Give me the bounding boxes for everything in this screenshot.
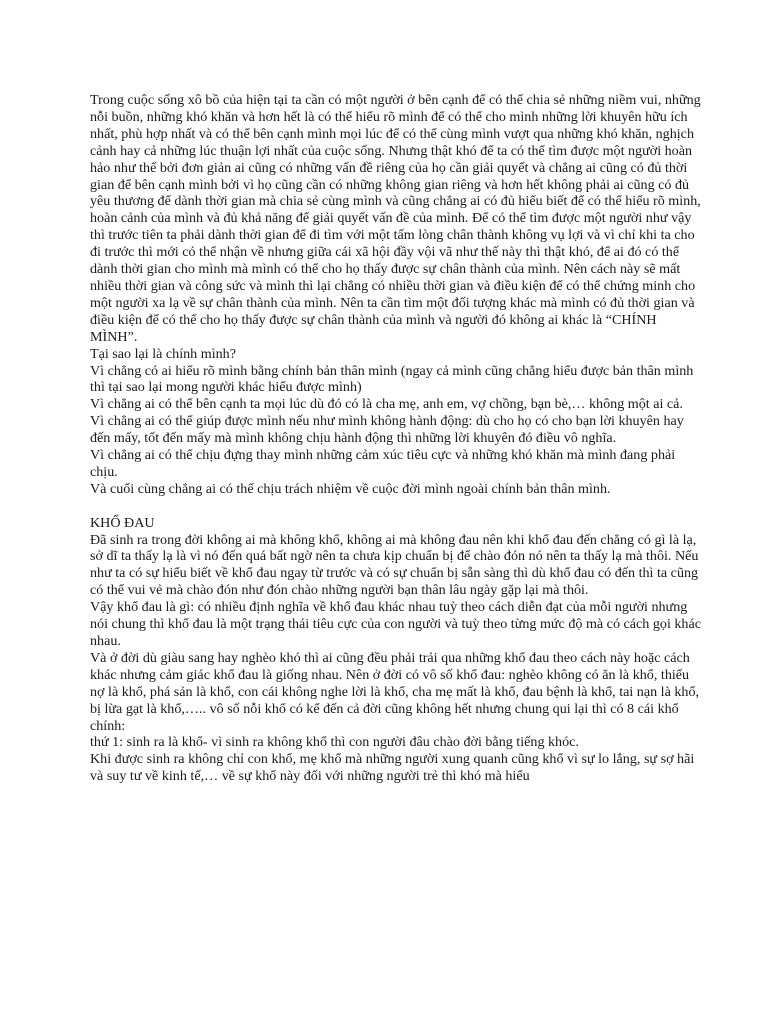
section-heading: KHỔ ĐAU (90, 514, 155, 531)
paragraph-suffering-definition: Vậy khổ đau là gì: có nhiều định nghĩa về khổ đau khác nhau tuỳ theo cách diễn đạt của mỗi người nhưng nói chung thì khổ đau là một trạng thái tiêu cực của con người và tuỳ theo từng mức độ mà có cách gọi khác nhau. (90, 599, 701, 649)
paragraph-suffering-intro: Đã sinh ra trong đời không ai mà không khổ, không ai mà không đau nên khi khổ đau đến chẳng có gì là lạ, sở dĩ ta thấy lạ là vì nó đến quá bất ngờ nên ta chưa kịp chuẩn bị để chào đón nó nên ta thấy lạ mà thôi. Nếu như ta có sự hiểu biết về khổ đau ngay từ trước và có sự chuẩn bị sẵn sàng thì dù khổ đau có đến thì ta cũng có thể vui vẻ mà chào đón như đón chào những người bạn thân lâu ngày gặp lại mà thôi. (90, 531, 699, 599)
paragraph-reason-5: Và cuối cùng chẳng ai có thể chịu trách nhiệm về cuộc đời mình ngoài chính bản thân mình. (90, 480, 611, 497)
paragraph-intro: Trong cuộc sống xô bồ của hiện tại ta cần có một người ở bên cạnh để có thể chia sẻ những niềm vui, những nỗi buồn, những khó khăn và hơn hết là có thể hiểu rõ mình để có thể cho mình những lời khuyên hữu ích nhất, phù hợp nhất và có thể bên cạnh mình mọi lúc để có thể cùng mình vượt qua những khó khăn, nghịch cảnh hay cả những lúc thuận lợi nhất của cuộc sống. Nhưng thật khó để ta có thể tìm được một người hoàn hảo như thế bởi đơn giản ai cũng có những vấn đề riêng của họ cần giải quyết và chẳng ai cũng có đủ thời gian để bên cạnh mình bởi vì họ cũng cần có những không gian riêng và hơn hết không phải ai cũng có đủ yêu thương để dành thời gian mà chia sẻ cùng mình và cũng chẳng ai có đủ hiểu biết để có thể hiểu rõ mình, hoàn cảnh của mình và đủ khả năng để giải quyết vấn đề của mình. Để có thể tìm được một người như vậy thì trước tiên ta phải dành thời gian để đi tìm với một tấm lòng chân thành không vụ lợi và vì chỉ khi ta cho đi trước thì mới có thể nhận về nhưng giữa cái xã hội đầy vội vã như thế này thì thật khó, để ai đó có thể dành thời gian cho mình mà mình có thể cho họ thấy được sự chân thành của mình. Nên cách này sẽ mất nhiều thời gian và công sức và mình thì lại chẳng có nhiều thời gian và điều kiện để có thể chứng minh cho một người xa lạ về sự chân thành của mình. Nên ta cần tìm một đối tượng khác mà mình có đủ thời gian và điều kiện để có thể cho họ thấy được sự chân thành của mình và người đó không ai khác là “CHÍNH MÌNH”. (90, 92, 701, 345)
paragraph-suffering-kinds: Và ở đời dù giàu sang hay nghèo khó thì ai cũng đều phải trải qua những khổ đau theo cách này hoặc cách khác nhưng cảm giác khổ đau là giống nhau. Nên ở đời có vô số khổ đau: nghèo không có ăn là khổ, thiếu nợ là khổ, phá sản là khổ, con cái không nghe lời là khổ, cha mẹ mất là khổ, đau bệnh là khổ, tai nạn là khổ, bị lừa gạt là khổ,….. vô số nỗi khổ có kể đến cả đời cũng không hết nhưng chung qui lại thì có 8 cái khổ chính: (90, 649, 700, 734)
paragraph-birth-suffering: Khi được sinh ra không chỉ con khổ, mẹ khổ mà những người xung quanh cũng khổ vì sự lo lắng, sự sợ hãi và suy tư về kinh tế,… về sự khổ này đối với những người trẻ thì khó mà hiểu (90, 751, 695, 785)
paragraph-reason-2: Vì chẳng ai có thể bên cạnh ta mọi lúc dù đó có là cha mẹ, anh em, vợ chồng, bạn bè,… không một ai cả. (90, 396, 683, 413)
paragraph-reason-3: Vì chẳng ai có thể giúp được mình nếu như mình không hành động: dù cho họ có cho bạn lời khuyên hay đến mấy, tốt đến mấy mà mình không chịu hành động thì những lời khuyên đó điều vô nghĩa. (90, 413, 684, 447)
paragraph-first-suffering: thứ 1: sinh ra là khổ- vì sinh ra không khổ thì con người đâu chào đời bằng tiếng khóc. (90, 734, 579, 751)
document-page (90, 92, 705, 785)
paragraph-reason-1: Vì chẳng có ai hiểu rõ mình bằng chính bản thân mình (ngay cả mình cũng chẳng hiểu được bản thân mình thì tại sao lại mong người khác hiểu được mình) (90, 362, 694, 396)
paragraph-question: Tại sao lại là chính mình? (90, 345, 236, 362)
paragraph-reason-4: Vì chẳng ai có thể chịu đựng thay mình những cảm xúc tiêu cực và những khó khăn mà mình đang phải chịu. (90, 447, 676, 480)
